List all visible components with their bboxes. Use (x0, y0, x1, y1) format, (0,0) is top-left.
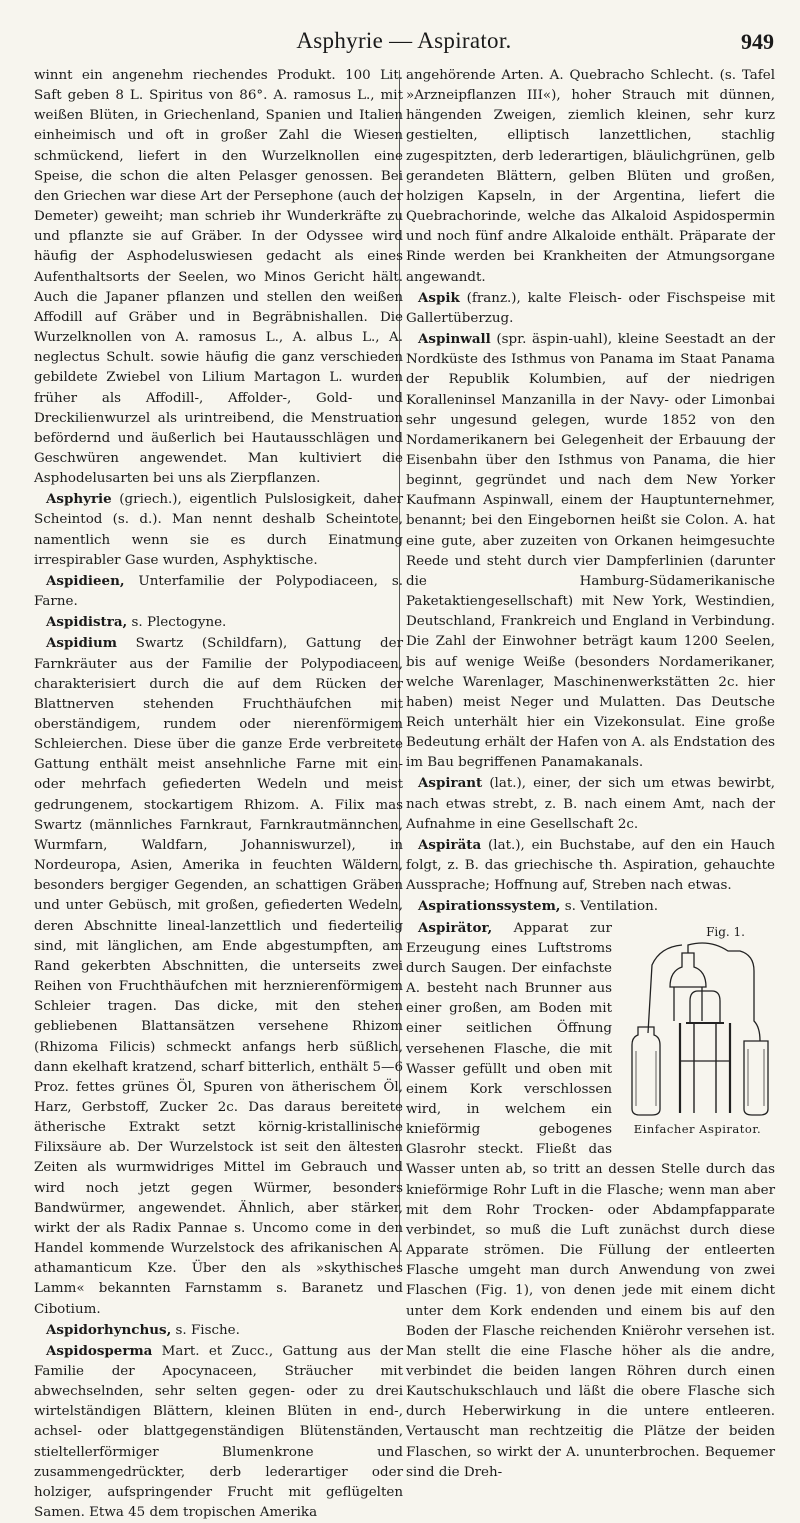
entry-term: Aspiräta (418, 836, 482, 853)
page-header (34, 28, 774, 62)
page-number: 949 (741, 29, 774, 54)
entry-term: Asphyrie (46, 491, 112, 508)
entry-aspidorhynchus: Aspidorhynchus, s. Fische. (46, 1321, 240, 1338)
figure-caption: Einfacher Aspirator. (633, 1121, 762, 1136)
entry-term: Aspidosperma (46, 1342, 153, 1359)
running-title: Asphyrie — Aspirator. (296, 28, 512, 53)
entry-aspidistra: Aspidistra, s. Plectogyne. (46, 614, 227, 631)
entry-term: Aspirationssystem, (418, 898, 561, 915)
entry-term: Aspirant (418, 775, 483, 792)
entry-term: Aspinwall (418, 331, 491, 348)
entry-term: Aspidistra, (46, 614, 128, 631)
entry-aspirant: Aspirant (lat.), einer, der sich um etwas bewirbt, nach etwas strebt, z. B. nach einem Amt, nach der Aufnahme in eine Gesellschaft 2c. (406, 775, 775, 832)
entry-aspirationssystem: Aspirationssystem, s. Ventilation. (418, 898, 658, 915)
left-column (34, 66, 403, 1521)
entry-term: Aspidium (46, 635, 117, 652)
entry-aspirata: Aspiräta (lat.), ein Buchstabe, auf den ein Hauch folgt, z. B. das griechische th. Aspiration, gehauchte Aussprache; Hoffnung auf, Streben nach etwas. (406, 836, 775, 894)
figure-aspirator (620, 923, 775, 1151)
entry-term: Aspidorhynchus, (46, 1321, 172, 1338)
entry-aspirator: Aspirätor, Apparat zur Erzeugung eines Luftstroms durch Saugen. Der einfachste A. besteht nach Brunner aus einer großen, am Boden mit einer seitlichen Öffnung versehenen Flasche, die mit Wasser gefüllt und oben mit einem Kork verschlossen wird, in welchem ein knieförmig gebogenes Glasrohr steckt. Fließt das Wasser unten ab, so tritt an dessen Stelle durch das knieförmige Rohr Luft in die Flasche; wenn man aber mit dem Rohr Trocken- oder Abdampfapparate verbindet, so muß die Luft zunächst durch diese Apparate strömen. Die Füllung der entleerten Flasche umgeht man durch Anwendung von zwei Flaschen (Fig. 1), von denen jede mit einem dicht unter dem Kork endenden und einem bis auf den Boden der Flasche reichenden Kniërohr versehen ist. Man stellt die eine Flasche höher als die andre, verbindet die beiden langen Röhren durch einen Kautschukschlauch und läßt die obere Flasche sich durch Heberwirkung in die untere entleeren. Vertauscht man rechtzeitig die Plätze der beiden Flaschen, so wirkt der A. ununterbrochen. Bequemer sind die Dreh- (406, 919, 775, 1480)
entry-aspidium: Aspidium Swartz (Schildfarn), Gattung der Farnkräuter aus der Familie der Polypodiaceen, charakterisiert durch die auf dem Rücken der Blattnerven stehenden Fruchthäufchen mit oberständigem, rundem oder nierenförmigem Schleierchen. Diese über die ganze Erde verbreitete Gattung enthält meist ansehnliche Farne mit ein- oder mehrfach gefiederten Wedeln und meist gedrungenem, stockartigem Rhizom. A. Filix mas Swartz (männliches Farnkraut, Farnkrautmännchen, Wurmfarn, Waldfarn, Johanniswurzel), in Nordeuropa, Asien, Amerika in feuchten Wäldern, besonders bergiger Gegenden, an schattigen Gräben und unter Gebüsch, mit großen, gefiederten Wedeln, deren Abschnitte lineal-lanzettlich und fiederteilig sind, mit länglichen, am Ende abgestumpften, am Rand gekerbten Abschnitten, die unterseits zwei Reihen von Fruchthäufchen mit herznierenförmigem Schleier tragen. Das dicke, mit den stehen gebliebenen Blattansätzen versehene Rhizom (Rhizoma Filicis) schmeckt anfangs herb süßlich, dann ekelhaft kratzend, scharf bitterlich, enthält 5—6 Proz. fettes grünes Öl, Spuren von ätherischem Öl, Harz, Gerbstoff, Zucker 2c. Das daraus bereitete ätherische Extrakt setzt körnig-kristallinische Filixsäure ab. Der Wurzelstock ist seit den ältesten Zeiten als wurmwidriges Mittel im Gebrauch und wird noch jetzt gegen Würmer, besonders Bandwürmer, angewendet. Ähnlich, aber stärker, wirkt der als Radix Pannae s. Uncomo come in den Handel kommende Wurzelstock des afrikanischen A. athamanticum Kze. Über den als »skythisches Lamm« bekannten Farnstamm s. Baranetz und Cibotium. (34, 635, 403, 1317)
entry-term: Aspirätor, (418, 919, 493, 936)
entry-term: Aspidieen, (46, 572, 125, 589)
figure-label: Fig. 1. (706, 924, 745, 939)
entry-asphyrie: Asphyrie (griech.), eigentlich Pulslosigkeit, daher Scheintod (s. d.). Man nennt deshalb Scheintote, namentlich wenn sie es durch Einatmung irrespirabler Gase wurden, Asphyktische. (34, 491, 403, 568)
entry-aspinwall: Aspinwall (spr. äspin-uahl), kleine Seestadt an der Nordküste des Isthmus von Panama im Staat Panama der Republik Kolumbien, auf der niedrigen Koralleninsel Manzanilla in der Navy- oder Limonbai sehr ungesund gelegen, wurde 1852 von den Nordamerikanern bei Gelegenheit der Erbauung der Eisenbahn über den Isthmus von Panama, die hier beginnt, gegründet und nach dem New Yorker Kaufmann Aspinwall, einem der Hauptunternehmer, benannt; bei den Eingebornen heißt sie Colon. A. hat eine gute, aber zuzeiten von Orkanen heimgesuchte Reede und steht durch vier Dampferlinien (darunter die Hamburg-Südamerikanische Paketaktiengesellschaft) mit New York, Westindien, Deutschland, Frankreich und England in Verbindung. Die Zahl der Einwohner beträgt kaum 1200 Seelen, bis auf wenige Weiße (besonders Nordamerikaner, welche Warenlager, Maschinenwerkstätten 2c. hier haben) meist Neger und Mulatten. Das Deutsche Reich unterhält hier ein Vizekonsulat. Eine große Bedeutung erhält der Hafen von A. als Endstation des im Bau begriffenen Panamakanals. (406, 331, 775, 771)
paragraph-continuation: angehörende Arten. A. Quebracho Schlecht. (s. Tafel »Arzneipflanzen III«), hoher Strauch mit dünnen, hängenden Zweigen, ziemlich kleinen, sehr kurz gestielten, elliptisch lanzettlichen, stachlig zugespitzten, derb lederartigen, bläulichgrünen, gelb gerandeten Blättern, gelben Blüten und großen, holzigen Kapseln, in der Argentina, liefert die Quebrachorinde, welche das Alkaloid Aspidospermin und noch fünf andre Alkaloide enthält. Präparate der Rinde werden bei Krankheiten der Atmungsorgane angewandt. (406, 68, 775, 285)
entry-aspidosperma: Aspidosperma Mart. et Zucc., Gattung aus der Familie der Apocynaceen, Sträucher mit abwechselnden, sehr selten gegen- oder zu drei wirtelständigen Blättern, kleinen Blüten in end-, achsel- oder blattgegenständigen Blütenständen, stieltellerförmiger Blumenkrone und zusammengedrückter, derb lederartiger oder holziger, aufspringender Frucht mit geflügelten Samen. Etwa 45 dem tropischen Amerika (34, 1342, 403, 1521)
entry-aspidieen: Aspidieen, Unterfamilie der Polypodiaceen, s. Farne. (34, 572, 403, 610)
entry-term: Aspik (418, 289, 460, 306)
paragraph-continuation: winnt ein angenehm riechendes Produkt. 100 Lit. Saft geben 8 L. Spiritus von 86°. A. ramosus L., mit weißen Blüten, in Griechenland, Spanien und Italien einheimisch und oft in großer Zahl die Wiesen schmückend, liefert in den Wurzelknollen eine Speise, die schon die alten Pelasger genossen. Bei den Griechen war diese Art der Persephone (auch der Demeter) geweiht; man schrieb ihr Wunderkräfte zu und pflanzte sie auf Gräber. In der Odyssee wird häufig der Asphodeluswiesen gedacht als eines Aufenthaltsorts der Seelen, wo Minos Gericht hält. Auch die Japaner pflanzen und stellen den weißen Affodill auf Gräber und in Begräbnishallen. Die Wurzelknollen von A. ramosus L., A. albus L., A. neglectus Schult. sowie häufig die ganz verschieden gebildete Zwiebel von Lilium Martagon L. wurden früher als Affodill-, Affolder-, Gold- und Dreckilienwurzel als urintreibend, die Menstruation befördernd und äußerlich bei Hautausschlägen und Geschwüren angewendet. Man kultiviert die Asphodelusarten bei uns als Zierpflanzen. (34, 68, 403, 487)
aspirator-illustration (620, 941, 775, 1121)
entry-aspik: Aspik (franz.), kalte Fleisch- oder Fischspeise mit Gallertüberzug. (406, 289, 775, 326)
right-column (406, 66, 775, 1480)
